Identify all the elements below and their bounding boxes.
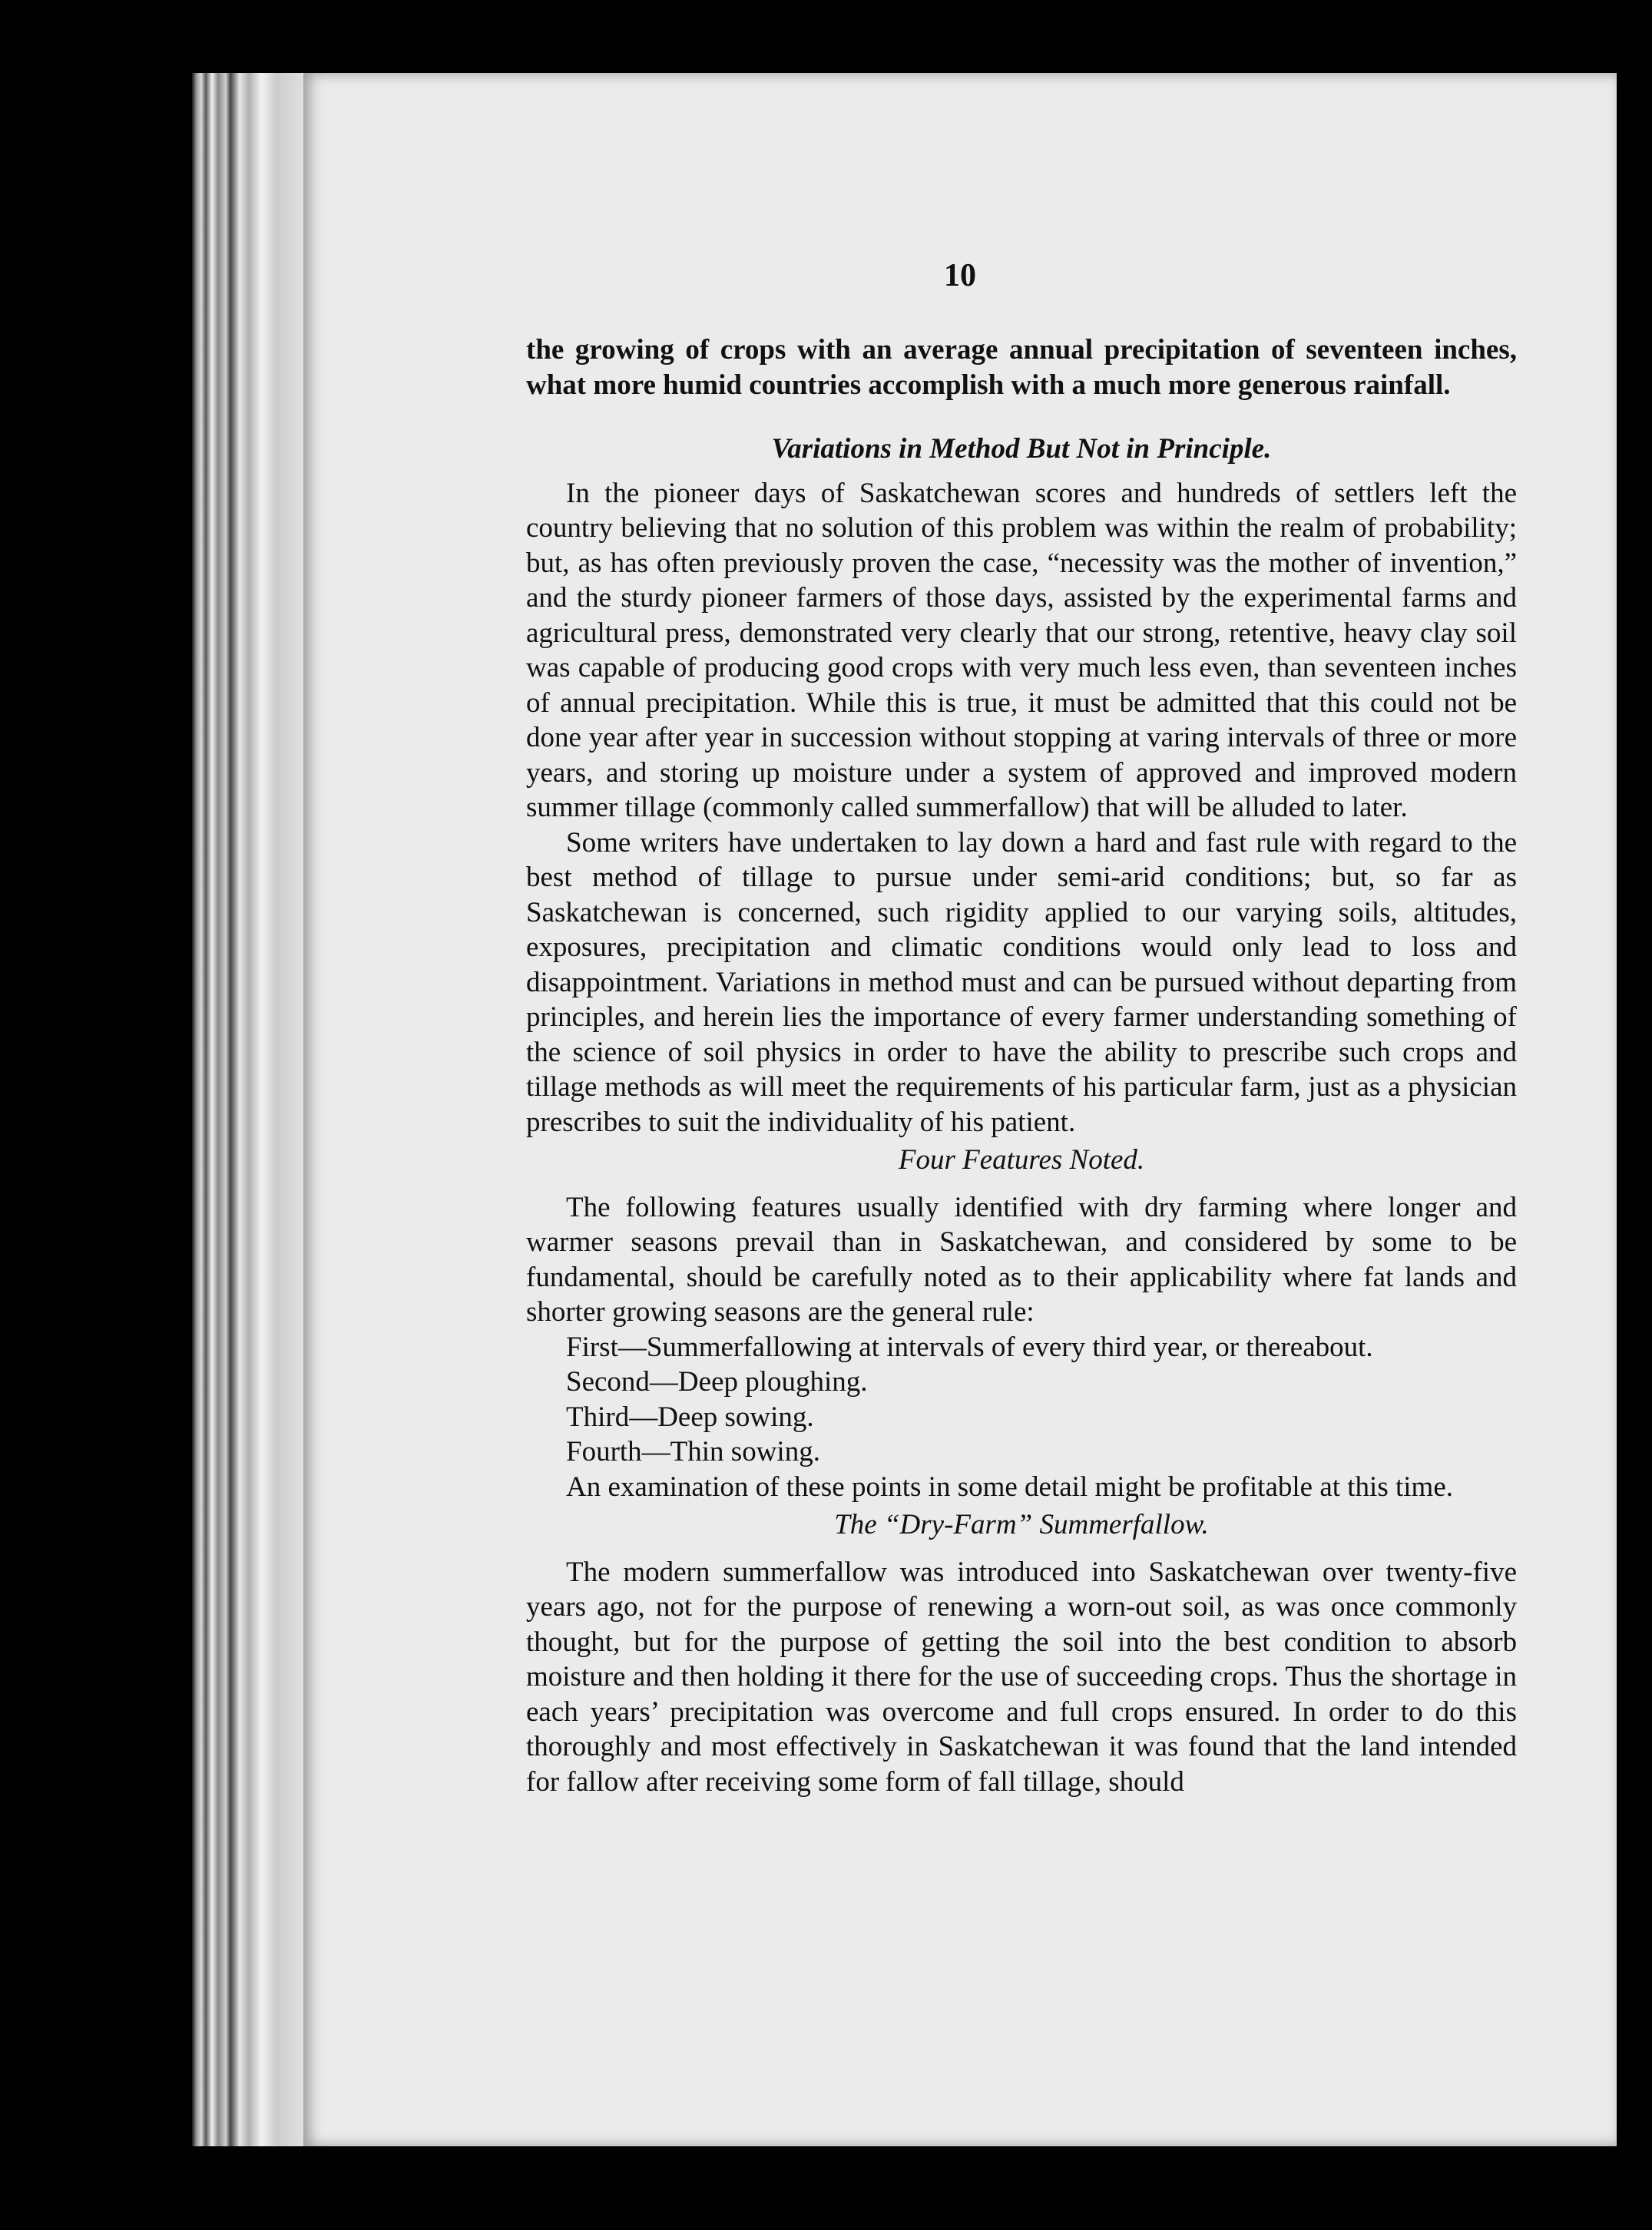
paragraph-examination: An examination of these points in some detail might be profitable at this time. — [566, 1471, 1453, 1503]
page-number: 10 — [944, 258, 976, 293]
list-item-fourth: Fourth—Thin sowing. — [566, 1436, 820, 1467]
list-item-second: Second—Deep ploughing. — [566, 1366, 868, 1398]
paragraph-some-writers: Some writers have undertaken to lay down a hard and fast rule with regard to the best method of tillage to pursue under semi-arid conditions; but, so far as Saskatchewan is concerned, such rigidity applied to our varying soils, altitudes, exposures, precipitation and climatic conditions would only lead to loss and disappointment. Variations in method must and can be pursued without departing from principles, and herein lies the importance of every farmer understanding something of the science of soil physics in order to have the ability to prescribe such crops and tillage methods as will meet the requirements of his particular farm, just as a physician prescribes to suit the individuality of his patient. — [526, 826, 1517, 1138]
book-binding-gutter — [192, 73, 315, 2146]
paragraph-following-features: The following features usually identified with dry farming where longer and warmer seasons prevail than in Saskatchewan, and considered by some to be fundamental, should be carefully noted as to their applicability where fat lands and shorter growing seasons are the general rule: — [526, 1191, 1517, 1328]
section-heading-variations: Variations in Method But Not in Principle. — [771, 433, 1272, 465]
list-item-third: Third—Deep sowing. — [566, 1401, 814, 1433]
section-heading-summerfallow: The “Dry-Farm” Summerfallow. — [834, 1509, 1209, 1540]
section-heading-four-features: Four Features Noted. — [898, 1144, 1145, 1176]
intro-paragraph: the growing of crops with an average annual precipitation of seventeen inches, what more humid countries accomplish with a much more generous rainfall. — [526, 334, 1517, 401]
paragraph-pioneer-days: In the pioneer days of Saskatchewan scores and hundreds of settlers left the country believing that no solution of this problem was within the realm of probability; but, as has often previously proven the case, “necessity was the mother of invention,” and the sturdy pioneer farmers of those days, assisted by the experimental farms and agricultural press, demonstrated very clearly that our strong, retentive, heavy clay soil was capable of producing good crops with very much less even, than seventeen inches of annual precipitation. While this is true, it must be admitted that this could not be done year after year in succession without stopping at varing intervals of three or more years, and storing up moisture under a system of approved and improved modern summer tillage (commonly called summerfallow) that will be alluded to later. — [526, 477, 1517, 823]
list-item-first: First—Summerfallowing at intervals of every third year, or thereabout. — [566, 1331, 1373, 1363]
paragraph-modern-summerfallow: The modern summerfallow was introduced into Saskatchewan over twenty-five years ago, not for the purpose of renewing a worn-out soil, as was once commonly thought, but for the purpose of getting the soil into the best condition to absorb moisture and then holding it there for the use of succeeding crops. Thus the shortage in each years’ precipitation was overcome and full crops ensured. In order to do this thoroughly and most effectively in Saskatchewan it was found that the land intended for fallow after receiving some form of fall tillage, should — [526, 1556, 1517, 1798]
page-text — [526, 333, 1517, 1799]
book-page — [303, 73, 1617, 2146]
